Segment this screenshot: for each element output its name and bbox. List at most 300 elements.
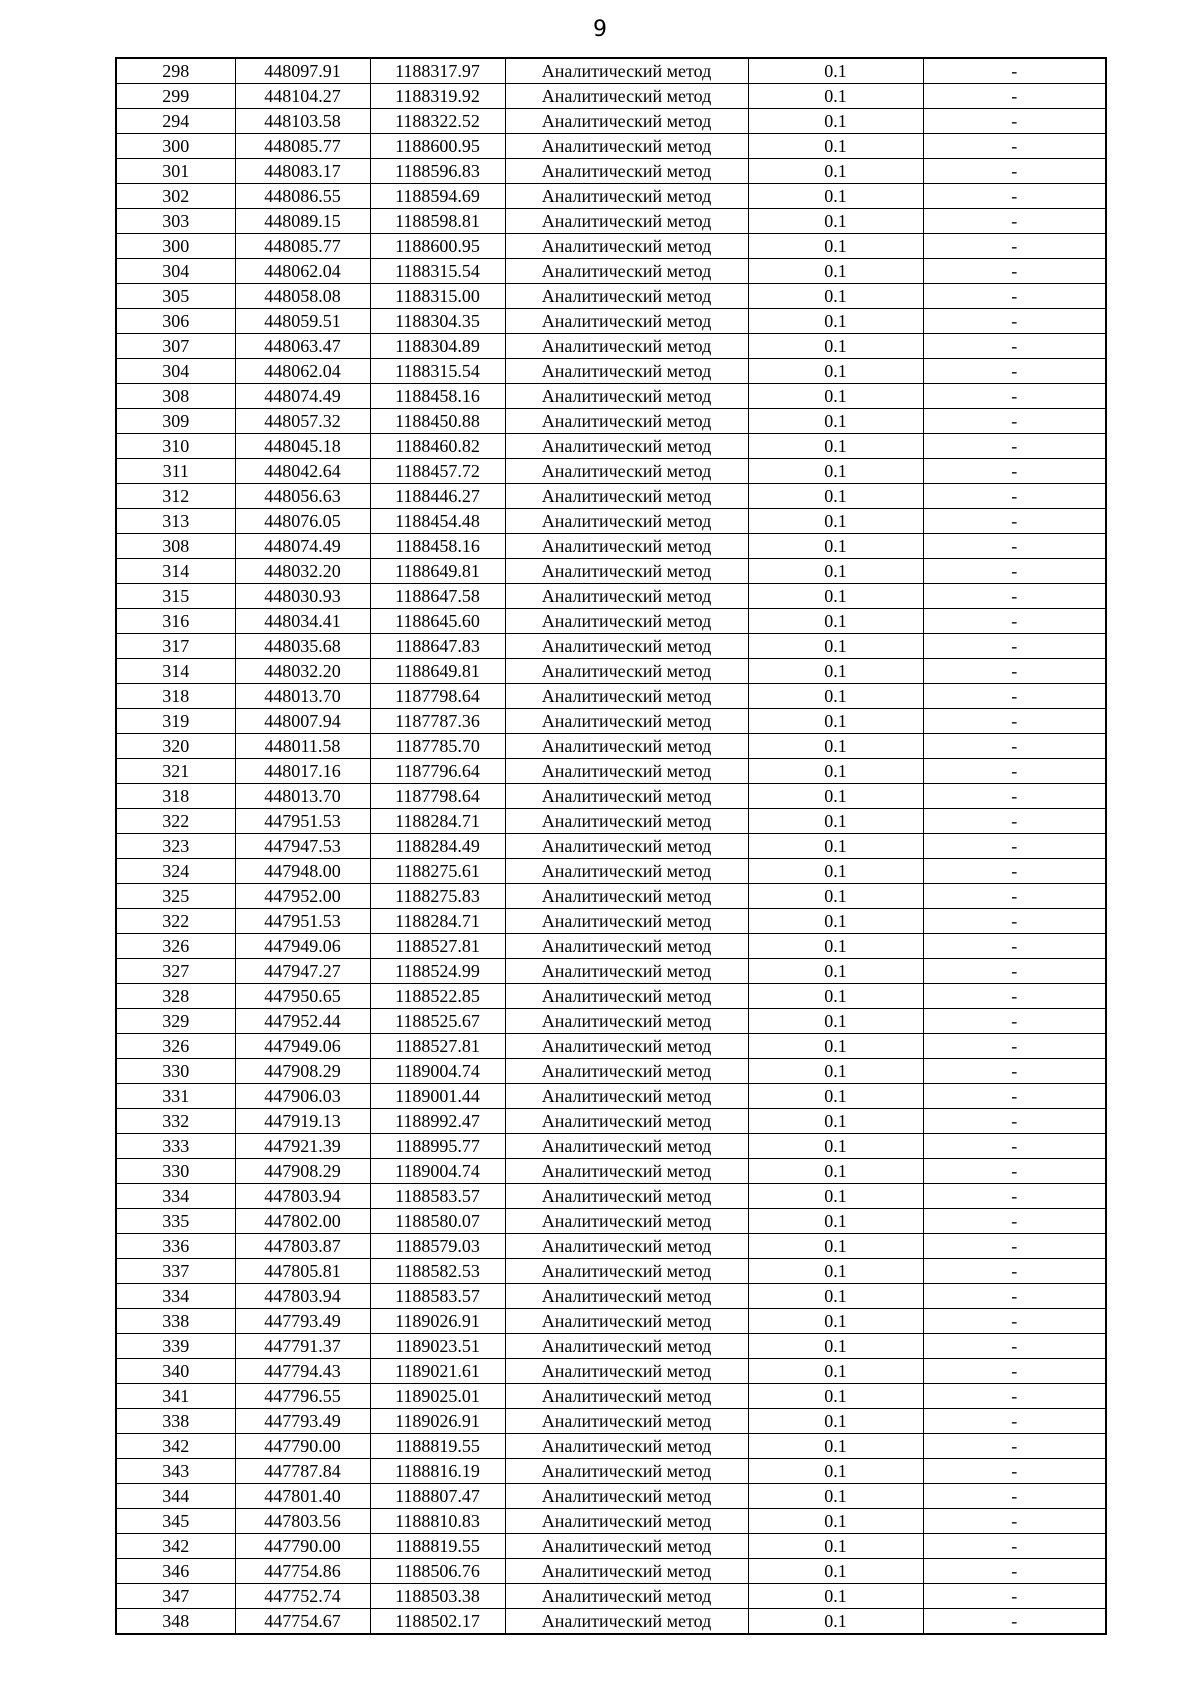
x-coordinate-cell: 447803.56 — [235, 1509, 370, 1534]
point-number-cell: 331 — [116, 1084, 235, 1109]
x-coordinate-cell: 447921.39 — [235, 1134, 370, 1159]
method-cell: Аналитический метод — [505, 984, 748, 1009]
accuracy-cell: 0.1 — [748, 184, 923, 209]
table-row — [116, 1059, 1106, 1084]
method-cell: Аналитический метод — [505, 1334, 748, 1359]
x-coordinate-cell: 447801.40 — [235, 1484, 370, 1509]
y-coordinate-cell: 1188600.95 — [370, 134, 505, 159]
accuracy-cell: 0.1 — [748, 1109, 923, 1134]
note-cell: - — [923, 959, 1106, 984]
table-row — [116, 1259, 1106, 1284]
x-coordinate-cell: 448045.18 — [235, 434, 370, 459]
table-row — [116, 1434, 1106, 1459]
x-coordinate-cell: 447803.87 — [235, 1234, 370, 1259]
x-coordinate-cell: 447754.86 — [235, 1559, 370, 1584]
accuracy-cell: 0.1 — [748, 359, 923, 384]
x-coordinate-cell: 447947.27 — [235, 959, 370, 984]
coordinates-table — [115, 57, 1107, 1635]
accuracy-cell: 0.1 — [748, 809, 923, 834]
x-coordinate-cell: 448011.58 — [235, 734, 370, 759]
point-number-cell: 314 — [116, 559, 235, 584]
y-coordinate-cell: 1188527.81 — [370, 934, 505, 959]
note-cell: - — [923, 134, 1106, 159]
point-number-cell: 318 — [116, 784, 235, 809]
accuracy-cell: 0.1 — [748, 559, 923, 584]
accuracy-cell: 0.1 — [748, 909, 923, 934]
note-cell: - — [923, 359, 1106, 384]
table-row — [116, 1084, 1106, 1109]
accuracy-cell: 0.1 — [748, 1209, 923, 1234]
y-coordinate-cell: 1188647.83 — [370, 634, 505, 659]
note-cell: - — [923, 509, 1106, 534]
y-coordinate-cell: 1188992.47 — [370, 1109, 505, 1134]
method-cell: Аналитический метод — [505, 634, 748, 659]
method-cell: Аналитический метод — [505, 559, 748, 584]
method-cell: Аналитический метод — [505, 884, 748, 909]
method-cell: Аналитический метод — [505, 1259, 748, 1284]
table-row — [116, 1009, 1106, 1034]
method-cell: Аналитический метод — [505, 1109, 748, 1134]
x-coordinate-cell: 447754.67 — [235, 1609, 370, 1635]
note-cell: - — [923, 409, 1106, 434]
point-number-cell: 310 — [116, 434, 235, 459]
x-coordinate-cell: 448062.04 — [235, 259, 370, 284]
method-cell: Аналитический метод — [505, 434, 748, 459]
table-row — [116, 659, 1106, 684]
table-row — [116, 1159, 1106, 1184]
table-row — [116, 784, 1106, 809]
x-coordinate-cell: 447951.53 — [235, 909, 370, 934]
note-cell: - — [923, 1484, 1106, 1509]
x-coordinate-cell: 447790.00 — [235, 1434, 370, 1459]
x-coordinate-cell: 447949.06 — [235, 934, 370, 959]
x-coordinate-cell: 447803.94 — [235, 1284, 370, 1309]
y-coordinate-cell: 1188647.58 — [370, 584, 505, 609]
table-row — [116, 259, 1106, 284]
table-row — [116, 1509, 1106, 1534]
method-cell: Аналитический метод — [505, 284, 748, 309]
method-cell: Аналитический метод — [505, 259, 748, 284]
y-coordinate-cell: 1188579.03 — [370, 1234, 505, 1259]
note-cell: - — [923, 1084, 1106, 1109]
note-cell: - — [923, 1234, 1106, 1259]
point-number-cell: 325 — [116, 884, 235, 909]
y-coordinate-cell: 1188446.27 — [370, 484, 505, 509]
x-coordinate-cell: 448085.77 — [235, 234, 370, 259]
point-number-cell: 304 — [116, 359, 235, 384]
note-cell: - — [923, 1409, 1106, 1434]
table-row — [116, 284, 1106, 309]
y-coordinate-cell: 1188460.82 — [370, 434, 505, 459]
method-cell: Аналитический метод — [505, 134, 748, 159]
table-row — [116, 1034, 1106, 1059]
point-number-cell: 340 — [116, 1359, 235, 1384]
y-coordinate-cell: 1188315.54 — [370, 259, 505, 284]
accuracy-cell: 0.1 — [748, 509, 923, 534]
method-cell: Аналитический метод — [505, 1284, 748, 1309]
y-coordinate-cell: 1188502.17 — [370, 1609, 505, 1635]
method-cell: Аналитический метод — [505, 459, 748, 484]
y-coordinate-cell: 1188458.16 — [370, 384, 505, 409]
point-number-cell: 308 — [116, 534, 235, 559]
note-cell: - — [923, 1309, 1106, 1334]
note-cell: - — [923, 1184, 1106, 1209]
point-number-cell: 345 — [116, 1509, 235, 1534]
point-number-cell: 346 — [116, 1559, 235, 1584]
method-cell: Аналитический метод — [505, 334, 748, 359]
y-coordinate-cell: 1188458.16 — [370, 534, 505, 559]
method-cell: Аналитический метод — [505, 1409, 748, 1434]
method-cell: Аналитический метод — [505, 1459, 748, 1484]
table-row — [116, 1309, 1106, 1334]
point-number-cell: 339 — [116, 1334, 235, 1359]
method-cell: Аналитический метод — [505, 1434, 748, 1459]
x-coordinate-cell: 448076.05 — [235, 509, 370, 534]
x-coordinate-cell: 447952.44 — [235, 1009, 370, 1034]
accuracy-cell: 0.1 — [748, 234, 923, 259]
accuracy-cell: 0.1 — [748, 159, 923, 184]
table-row — [116, 509, 1106, 534]
point-number-cell: 338 — [116, 1309, 235, 1334]
y-coordinate-cell: 1188457.72 — [370, 459, 505, 484]
table-row — [116, 184, 1106, 209]
note-cell: - — [923, 184, 1106, 209]
y-coordinate-cell: 1188524.99 — [370, 959, 505, 984]
table-row — [116, 1384, 1106, 1409]
accuracy-cell: 0.1 — [748, 784, 923, 809]
x-coordinate-cell: 447908.29 — [235, 1159, 370, 1184]
accuracy-cell: 0.1 — [748, 1084, 923, 1109]
y-coordinate-cell: 1188819.55 — [370, 1534, 505, 1559]
table-row — [116, 634, 1106, 659]
point-number-cell: 308 — [116, 384, 235, 409]
point-number-cell: 311 — [116, 459, 235, 484]
note-cell: - — [923, 909, 1106, 934]
note-cell: - — [923, 484, 1106, 509]
y-coordinate-cell: 1188454.48 — [370, 509, 505, 534]
y-coordinate-cell: 1188317.97 — [370, 58, 505, 84]
method-cell: Аналитический метод — [505, 684, 748, 709]
x-coordinate-cell: 448097.91 — [235, 58, 370, 84]
y-coordinate-cell: 1188319.92 — [370, 84, 505, 109]
table-row — [116, 1334, 1106, 1359]
x-coordinate-cell: 447950.65 — [235, 984, 370, 1009]
x-coordinate-cell: 448063.47 — [235, 334, 370, 359]
x-coordinate-cell: 448032.20 — [235, 659, 370, 684]
y-coordinate-cell: 1188582.53 — [370, 1259, 505, 1284]
accuracy-cell: 0.1 — [748, 834, 923, 859]
accuracy-cell: 0.1 — [748, 309, 923, 334]
point-number-cell: 333 — [116, 1134, 235, 1159]
x-coordinate-cell: 447906.03 — [235, 1084, 370, 1109]
accuracy-cell: 0.1 — [748, 609, 923, 634]
y-coordinate-cell: 1189026.91 — [370, 1409, 505, 1434]
table-row — [116, 709, 1106, 734]
method-cell: Аналитический метод — [505, 1059, 748, 1084]
point-number-cell: 342 — [116, 1534, 235, 1559]
accuracy-cell: 0.1 — [748, 409, 923, 434]
point-number-cell: 342 — [116, 1434, 235, 1459]
x-coordinate-cell: 448042.64 — [235, 459, 370, 484]
table-row — [116, 534, 1106, 559]
x-coordinate-cell: 448007.94 — [235, 709, 370, 734]
note-cell: - — [923, 759, 1106, 784]
method-cell: Аналитический метод — [505, 309, 748, 334]
accuracy-cell: 0.1 — [748, 259, 923, 284]
x-coordinate-cell: 448059.51 — [235, 309, 370, 334]
point-number-cell: 305 — [116, 284, 235, 309]
point-number-cell: 304 — [116, 259, 235, 284]
x-coordinate-cell: 448030.93 — [235, 584, 370, 609]
method-cell: Аналитический метод — [505, 959, 748, 984]
note-cell: - — [923, 709, 1106, 734]
method-cell: Аналитический метод — [505, 934, 748, 959]
point-number-cell: 322 — [116, 909, 235, 934]
x-coordinate-cell: 447793.49 — [235, 1409, 370, 1434]
table-row — [116, 459, 1106, 484]
table-row — [116, 959, 1106, 984]
x-coordinate-cell: 448013.70 — [235, 684, 370, 709]
table-row — [116, 359, 1106, 384]
accuracy-cell: 0.1 — [748, 484, 923, 509]
method-cell: Аналитический метод — [505, 659, 748, 684]
point-number-cell: 336 — [116, 1234, 235, 1259]
table-row — [116, 1484, 1106, 1509]
note-cell: - — [923, 284, 1106, 309]
point-number-cell: 341 — [116, 1384, 235, 1409]
point-number-cell: 326 — [116, 1034, 235, 1059]
x-coordinate-cell: 448062.04 — [235, 359, 370, 384]
note-cell: - — [923, 1459, 1106, 1484]
method-cell: Аналитический метод — [505, 1134, 748, 1159]
y-coordinate-cell: 1188304.35 — [370, 309, 505, 334]
y-coordinate-cell: 1188807.47 — [370, 1484, 505, 1509]
table-row — [116, 1184, 1106, 1209]
y-coordinate-cell: 1189001.44 — [370, 1084, 505, 1109]
note-cell: - — [923, 1559, 1106, 1584]
y-coordinate-cell: 1188583.57 — [370, 1184, 505, 1209]
table-row — [116, 609, 1106, 634]
method-cell: Аналитический метод — [505, 84, 748, 109]
point-number-cell: 300 — [116, 234, 235, 259]
note-cell: - — [923, 1284, 1106, 1309]
point-number-cell: 337 — [116, 1259, 235, 1284]
method-cell: Аналитический метод — [505, 1309, 748, 1334]
y-coordinate-cell: 1188816.19 — [370, 1459, 505, 1484]
method-cell: Аналитический метод — [505, 584, 748, 609]
method-cell: Аналитический метод — [505, 1234, 748, 1259]
method-cell: Аналитический метод — [505, 209, 748, 234]
y-coordinate-cell: 1188600.95 — [370, 234, 505, 259]
point-number-cell: 321 — [116, 759, 235, 784]
accuracy-cell: 0.1 — [748, 859, 923, 884]
method-cell: Аналитический метод — [505, 384, 748, 409]
y-coordinate-cell: 1188275.61 — [370, 859, 505, 884]
x-coordinate-cell: 447790.00 — [235, 1534, 370, 1559]
table-row — [116, 1409, 1106, 1434]
note-cell: - — [923, 984, 1106, 1009]
point-number-cell: 324 — [116, 859, 235, 884]
accuracy-cell: 0.1 — [748, 109, 923, 134]
accuracy-cell: 0.1 — [748, 1134, 923, 1159]
accuracy-cell: 0.1 — [748, 684, 923, 709]
table-row — [116, 1109, 1106, 1134]
method-cell: Аналитический метод — [505, 359, 748, 384]
point-number-cell: 313 — [116, 509, 235, 534]
table-row — [116, 684, 1106, 709]
table-row — [116, 909, 1106, 934]
accuracy-cell: 0.1 — [748, 384, 923, 409]
table-row — [116, 809, 1106, 834]
y-coordinate-cell: 1188450.88 — [370, 409, 505, 434]
method-cell: Аналитический метод — [505, 58, 748, 84]
table-row — [116, 759, 1106, 784]
accuracy-cell: 0.1 — [748, 634, 923, 659]
y-coordinate-cell: 1188995.77 — [370, 1134, 505, 1159]
y-coordinate-cell: 1189021.61 — [370, 1359, 505, 1384]
point-number-cell: 330 — [116, 1159, 235, 1184]
point-number-cell: 303 — [116, 209, 235, 234]
y-coordinate-cell: 1188525.67 — [370, 1009, 505, 1034]
note-cell: - — [923, 1159, 1106, 1184]
y-coordinate-cell: 1188522.85 — [370, 984, 505, 1009]
page-number: 9 — [593, 17, 607, 42]
accuracy-cell: 0.1 — [748, 1034, 923, 1059]
method-cell: Аналитический метод — [505, 809, 748, 834]
note-cell: - — [923, 234, 1106, 259]
accuracy-cell: 0.1 — [748, 334, 923, 359]
point-number-cell: 314 — [116, 659, 235, 684]
x-coordinate-cell: 448035.68 — [235, 634, 370, 659]
note-cell: - — [923, 1059, 1106, 1084]
accuracy-cell: 0.1 — [748, 434, 923, 459]
point-number-cell: 330 — [116, 1059, 235, 1084]
method-cell: Аналитический метод — [505, 909, 748, 934]
x-coordinate-cell: 447791.37 — [235, 1334, 370, 1359]
point-number-cell: 312 — [116, 484, 235, 509]
y-coordinate-cell: 1188275.83 — [370, 884, 505, 909]
method-cell: Аналитический метод — [505, 109, 748, 134]
y-coordinate-cell: 1187787.36 — [370, 709, 505, 734]
table-row — [116, 434, 1106, 459]
accuracy-cell: 0.1 — [748, 134, 923, 159]
note-cell: - — [923, 1009, 1106, 1034]
point-number-cell: 298 — [116, 58, 235, 84]
point-number-cell: 334 — [116, 1284, 235, 1309]
accuracy-cell: 0.1 — [748, 884, 923, 909]
x-coordinate-cell: 448103.58 — [235, 109, 370, 134]
note-cell: - — [923, 1509, 1106, 1534]
x-coordinate-cell: 448034.41 — [235, 609, 370, 634]
point-number-cell: 323 — [116, 834, 235, 859]
table-row — [116, 134, 1106, 159]
y-coordinate-cell: 1188580.07 — [370, 1209, 505, 1234]
note-cell: - — [923, 1034, 1106, 1059]
accuracy-cell: 0.1 — [748, 734, 923, 759]
method-cell: Аналитический метод — [505, 1184, 748, 1209]
y-coordinate-cell: 1188649.81 — [370, 559, 505, 584]
point-number-cell: 332 — [116, 1109, 235, 1134]
x-coordinate-cell: 447952.00 — [235, 884, 370, 909]
x-coordinate-cell: 447802.00 — [235, 1209, 370, 1234]
x-coordinate-cell: 448104.27 — [235, 84, 370, 109]
y-coordinate-cell: 1188304.89 — [370, 334, 505, 359]
x-coordinate-cell: 448013.70 — [235, 784, 370, 809]
x-coordinate-cell: 448058.08 — [235, 284, 370, 309]
point-number-cell: 328 — [116, 984, 235, 1009]
point-number-cell: 322 — [116, 809, 235, 834]
method-cell: Аналитический метод — [505, 709, 748, 734]
note-cell: - — [923, 209, 1106, 234]
x-coordinate-cell: 447787.84 — [235, 1459, 370, 1484]
table-row — [116, 1459, 1106, 1484]
method-cell: Аналитический метод — [505, 1384, 748, 1409]
accuracy-cell: 0.1 — [748, 984, 923, 1009]
method-cell: Аналитический метод — [505, 534, 748, 559]
accuracy-cell: 0.1 — [748, 1234, 923, 1259]
accuracy-cell: 0.1 — [748, 1609, 923, 1635]
x-coordinate-cell: 448086.55 — [235, 184, 370, 209]
note-cell: - — [923, 1109, 1106, 1134]
note-cell: - — [923, 84, 1106, 109]
x-coordinate-cell: 448056.63 — [235, 484, 370, 509]
point-number-cell: 318 — [116, 684, 235, 709]
table-row — [116, 884, 1106, 909]
note-cell: - — [923, 58, 1106, 84]
note-cell: - — [923, 334, 1106, 359]
point-number-cell: 344 — [116, 1484, 235, 1509]
y-coordinate-cell: 1188315.54 — [370, 359, 505, 384]
x-coordinate-cell: 447949.06 — [235, 1034, 370, 1059]
method-cell: Аналитический метод — [505, 759, 748, 784]
point-number-cell: 301 — [116, 159, 235, 184]
accuracy-cell: 0.1 — [748, 1484, 923, 1509]
accuracy-cell: 0.1 — [748, 1159, 923, 1184]
point-number-cell: 335 — [116, 1209, 235, 1234]
method-cell: Аналитический метод — [505, 1084, 748, 1109]
x-coordinate-cell: 447947.53 — [235, 834, 370, 859]
table-row — [116, 559, 1106, 584]
accuracy-cell: 0.1 — [748, 1359, 923, 1384]
y-coordinate-cell: 1188645.60 — [370, 609, 505, 634]
x-coordinate-cell: 447805.81 — [235, 1259, 370, 1284]
x-coordinate-cell: 448074.49 — [235, 384, 370, 409]
accuracy-cell: 0.1 — [748, 1184, 923, 1209]
accuracy-cell: 0.1 — [748, 1259, 923, 1284]
table-row — [116, 1134, 1106, 1159]
note-cell: - — [923, 1384, 1106, 1409]
table-row — [116, 984, 1106, 1009]
accuracy-cell: 0.1 — [748, 659, 923, 684]
accuracy-cell: 0.1 — [748, 1434, 923, 1459]
y-coordinate-cell: 1187785.70 — [370, 734, 505, 759]
point-number-cell: 348 — [116, 1609, 235, 1635]
note-cell: - — [923, 259, 1106, 284]
note-cell: - — [923, 1334, 1106, 1359]
accuracy-cell: 0.1 — [748, 1334, 923, 1359]
note-cell: - — [923, 609, 1106, 634]
point-number-cell: 302 — [116, 184, 235, 209]
table-row — [116, 384, 1106, 409]
accuracy-cell: 0.1 — [748, 1459, 923, 1484]
y-coordinate-cell: 1188503.38 — [370, 1584, 505, 1609]
y-coordinate-cell: 1188649.81 — [370, 659, 505, 684]
note-cell: - — [923, 384, 1106, 409]
method-cell: Аналитический метод — [505, 1159, 748, 1184]
coordinates-table-body — [116, 58, 1106, 1634]
point-number-cell: 343 — [116, 1459, 235, 1484]
point-number-cell: 329 — [116, 1009, 235, 1034]
